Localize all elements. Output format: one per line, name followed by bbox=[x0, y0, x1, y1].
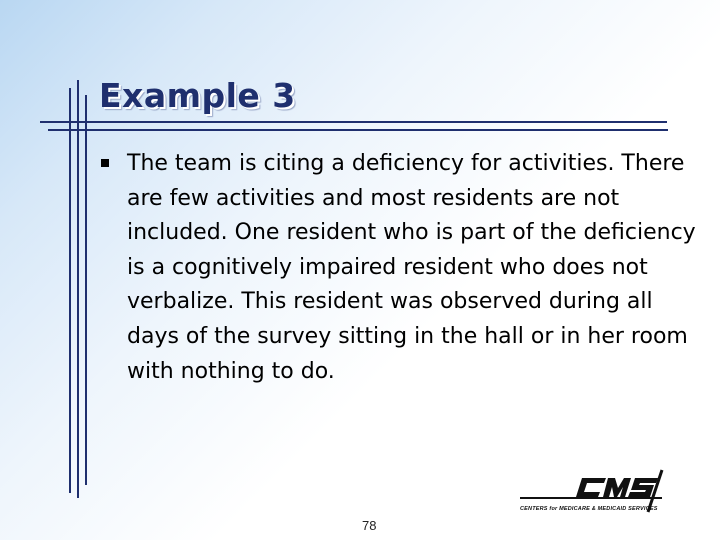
cms-logo-tagline: CENTERS for MEDICARE & MEDICAID SERVICES bbox=[520, 506, 658, 512]
bullet-square-icon bbox=[101, 159, 109, 167]
decorative-vertical-rule bbox=[69, 88, 71, 493]
decorative-horizontal-rule bbox=[48, 129, 668, 131]
decorative-vertical-rule bbox=[85, 95, 87, 485]
bullet-text: The team is citing a deficiency for activities. There are few activities and most residents are not included. One resident who is part of the deficiency is a cognitively impaired resident who does not verbalize. This resident was observed during all days of the survey sitting in the hall or in her room with nothing to do. bbox=[127, 151, 696, 384]
page-number: 78 bbox=[362, 518, 377, 533]
slide-title: Example 3 bbox=[99, 76, 296, 115]
decorative-vertical-rule bbox=[77, 80, 79, 498]
decorative-horizontal-rule bbox=[40, 121, 667, 123]
cms-logo bbox=[512, 466, 670, 522]
